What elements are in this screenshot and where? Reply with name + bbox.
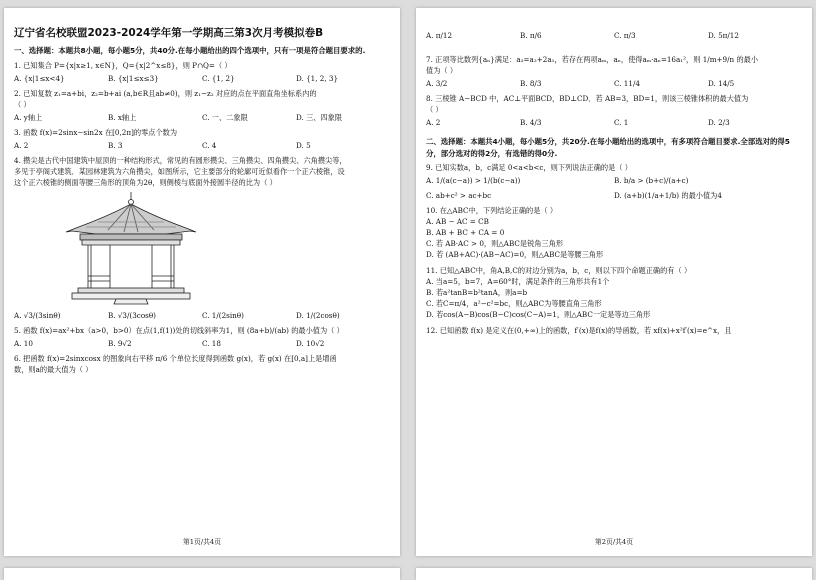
q2-option-d: D. 三、四象限 [296, 112, 343, 122]
question-4-stem-line3: 这个正六棱锥的侧面等腰三角形的顶角为2θ，则侧棱与底面外接圆半径的比为（ ） [14, 177, 277, 187]
question-6-options [426, 30, 802, 41]
exam-title: 辽宁省名校联盟2023-2024学年第一学期高三第3次月考模拟卷B [14, 27, 324, 39]
q10-option-b: B. AB + BC + CA = 0 [426, 228, 505, 237]
q9-option-d: D. (a+b)(1/a+1/b) 的最小值为4 [614, 191, 722, 200]
question-9-stem: 9. 已知实数a，b，c满足 0<a<b<c，则下列说法正确的是（ ） [426, 163, 632, 172]
question-6-stem-line2: 数，则a的最大值为（ ） [14, 364, 93, 374]
question-2 [14, 88, 390, 123]
q3-option-b: B. 3 [108, 140, 123, 150]
q2-option-b: B. x轴上 [108, 112, 137, 122]
q1-option-d: D. {1, 2, 3} [296, 73, 339, 83]
question-9 [426, 162, 802, 201]
question-8-options [426, 117, 802, 128]
q5-option-d: D. 10√2 [296, 338, 325, 348]
q6-option-d: D. 5π/12 [708, 31, 739, 40]
question-10-stem: 10. 在△ABC中，下列结论正确的是（ ） [426, 206, 558, 215]
q4-option-b: B. √3/(3cosθ) [108, 310, 156, 320]
q3-option-d: D. 5 [296, 140, 311, 150]
q9-option-b: B. b/a > (b+c)/(a+c) [614, 176, 689, 185]
page-2-footer: 第2页/共4页 [594, 538, 634, 546]
question-2-stem-line2: （ ） [14, 99, 31, 109]
q9-option-a: A. 1/(a(c−a)) > 1/(b(c−a)) [426, 176, 521, 185]
page-4-edge [416, 568, 812, 580]
q10-option-a: A. AB − AC = CB [426, 217, 489, 226]
page-1-content [14, 28, 390, 376]
question-3 [14, 127, 390, 151]
question-3-options [14, 140, 390, 151]
question-4-stem: 4. 攒尖是古代中国建筑中屋顶的一种结构形式，常见的有圆形攒尖、三角攒尖、四角攒尖、六角攒尖等， [14, 155, 347, 165]
q4-option-a: A. √3/(3sinθ) [14, 310, 61, 320]
question-6-stem: 6. 把函数 f(x)=2sinxcosx 的图象向右平移 π/6 个单位长度得到函数 g(x)，若 g(x) 在[0,a]上是增函 [14, 353, 337, 363]
question-9-options-row1 [426, 175, 802, 186]
q3-option-c: C. 4 [202, 140, 217, 150]
q6-option-b: B. π/6 [520, 31, 542, 40]
question-7 [426, 54, 802, 89]
question-3-stem: 3. 函数 f(x)=2sinx−sin2x 在[0,2π]的零点个数为 [14, 127, 178, 137]
q7-option-d: D. 14/5 [708, 79, 735, 88]
q10-option-c: C. 若 AB·AC > 0，则△ABC是锐角三角形 [426, 239, 564, 248]
q4-option-d: D. 1/(2cosθ) [296, 310, 340, 320]
q9-option-c: C. ab+c² > ac+bc [426, 191, 492, 200]
question-2-stem: 2. 已知复数 z₁=a+bi，z₂=b+ai (a,b∈R且ab≠0)，则 z₁−z₂ 对应的点在平面直角坐标系内的 [14, 88, 317, 98]
q5-option-a: A. 10 [14, 338, 33, 348]
question-12 [426, 325, 802, 336]
q1-option-b: B. {x|1≤x≤3} [108, 73, 159, 83]
section-2-heading: 二、选择题：本题共4小题，每小题5分，共20分.在每小题给出的选项中，有多项符合题目要求.全部选对的得5分，部分选对的得2分，有选错的得0分. [426, 137, 790, 158]
q7-option-c: C. 11/4 [614, 79, 640, 88]
q11-option-a: A. 当a=5，b=7，A=60°时，满足条件的三角形共有1个 [426, 277, 610, 286]
q3-option-a: A. 2 [14, 140, 29, 150]
question-9-options-row2 [426, 190, 802, 201]
question-1 [14, 60, 390, 84]
question-6 [14, 353, 390, 375]
q2-option-a: A. y轴上 [14, 112, 43, 122]
page-1 [4, 8, 400, 556]
question-4-stem-line2: 多见于亭阁式建筑．某园林建筑为六角攒尖，如图所示，它主要部分的轮廓可近似看作一个正六棱锥，设 [14, 166, 345, 176]
question-8 [426, 93, 802, 128]
q2-option-c: C. 一、二象限 [202, 112, 248, 122]
q6-option-a: A. π/12 [426, 31, 453, 40]
page-3-edge [4, 568, 400, 580]
section-1-heading: 一、选择题：本题共8小题，每小题5分，共40分.在每小题给出的四个选项中，只有一项是符合题目要求的. [14, 46, 366, 55]
question-1-stem: 1. 已知集合 P={x|x≥1, x∈N}，Q={x|2^x≤8}，则 P∩Q=（ ） [14, 60, 232, 70]
q8-option-c: C. 1 [614, 118, 629, 127]
q7-option-a: A. 3/2 [426, 79, 448, 88]
page-2 [416, 8, 812, 556]
question-4-options [14, 310, 390, 321]
q1-option-c: C. {1, 2} [202, 73, 235, 83]
q8-option-d: D. 2/3 [708, 118, 730, 127]
q11-option-c: C. 若C=π/4，a²−c²=bc，则△ABC为等腰直角三角形 [426, 299, 602, 308]
question-7-options [426, 78, 802, 89]
q5-option-c: C. 18 [202, 338, 221, 348]
q7-option-b: B. 8/3 [520, 79, 542, 88]
question-5-options [14, 338, 390, 349]
q1-option-a: A. {x|1≤x<4} [14, 73, 65, 83]
q8-option-b: B. 4/3 [520, 118, 542, 127]
question-8-stem: 8. 三棱锥 A−BCD 中，AC⊥平面BCD，BD⊥CD．若 AB=3，BD=1，则该三棱锥体积的最大值为 [426, 94, 749, 103]
q6-option-c: C. π/3 [614, 31, 636, 40]
page-1-footer: 第1页/共4页 [182, 538, 222, 546]
question-5 [14, 325, 390, 349]
question-4 [14, 155, 390, 321]
q5-option-b: B. 9√2 [108, 338, 132, 348]
page-2-content [426, 28, 802, 337]
q8-option-a: A. 2 [426, 118, 441, 127]
q4-option-c: C. 1/(2sinθ) [202, 310, 244, 320]
pavilion-figure [36, 190, 226, 308]
question-12-stem: 12. 已知函数 f(x) 是定义在(0,+∞)上的函数，f′(x)是f(x)的导函数，若 xf(x)+x²f′(x)=e^x，且 [426, 326, 732, 335]
question-11 [426, 265, 802, 320]
q10-option-d: D. 若 (AB+AC)·(AB−AC)=0，则△ABC是等腰三角形 [426, 250, 604, 259]
q11-option-b: B. 若a²tanB=b²tanA，则a=b [426, 288, 528, 297]
question-10 [426, 205, 802, 260]
question-11-stem: 11. 已知△ABC中，角A,B,C的对边分别为a，b，c，则以下四个命题正确的有（ ） [426, 266, 692, 275]
q11-option-d: D. 若cos(A−B)cos(B−C)cos(C−A)=1，则△ABC一定是等边三角形 [426, 310, 651, 319]
question-8-stem-line2: （ ） [426, 105, 443, 114]
question-5-stem: 5. 函数 f(x)=ax²+bx（a>0，b>0）在点(1,f(1))处的切线斜率为1，则 (8a+b)/(ab) 的最小值为（ ） [14, 325, 344, 335]
question-7-stem: 7. 正项等比数列{aₙ}满足：a₃=a₂+2a₁，若存在两项aₘ，aₙ，使得aₘ·aₙ=16a₁²，则 1/m+9/n 的最小 [426, 55, 759, 64]
question-2-options [14, 112, 390, 123]
question-1-options [14, 73, 390, 84]
question-7-stem-line2: 值为（ ） [426, 66, 458, 75]
